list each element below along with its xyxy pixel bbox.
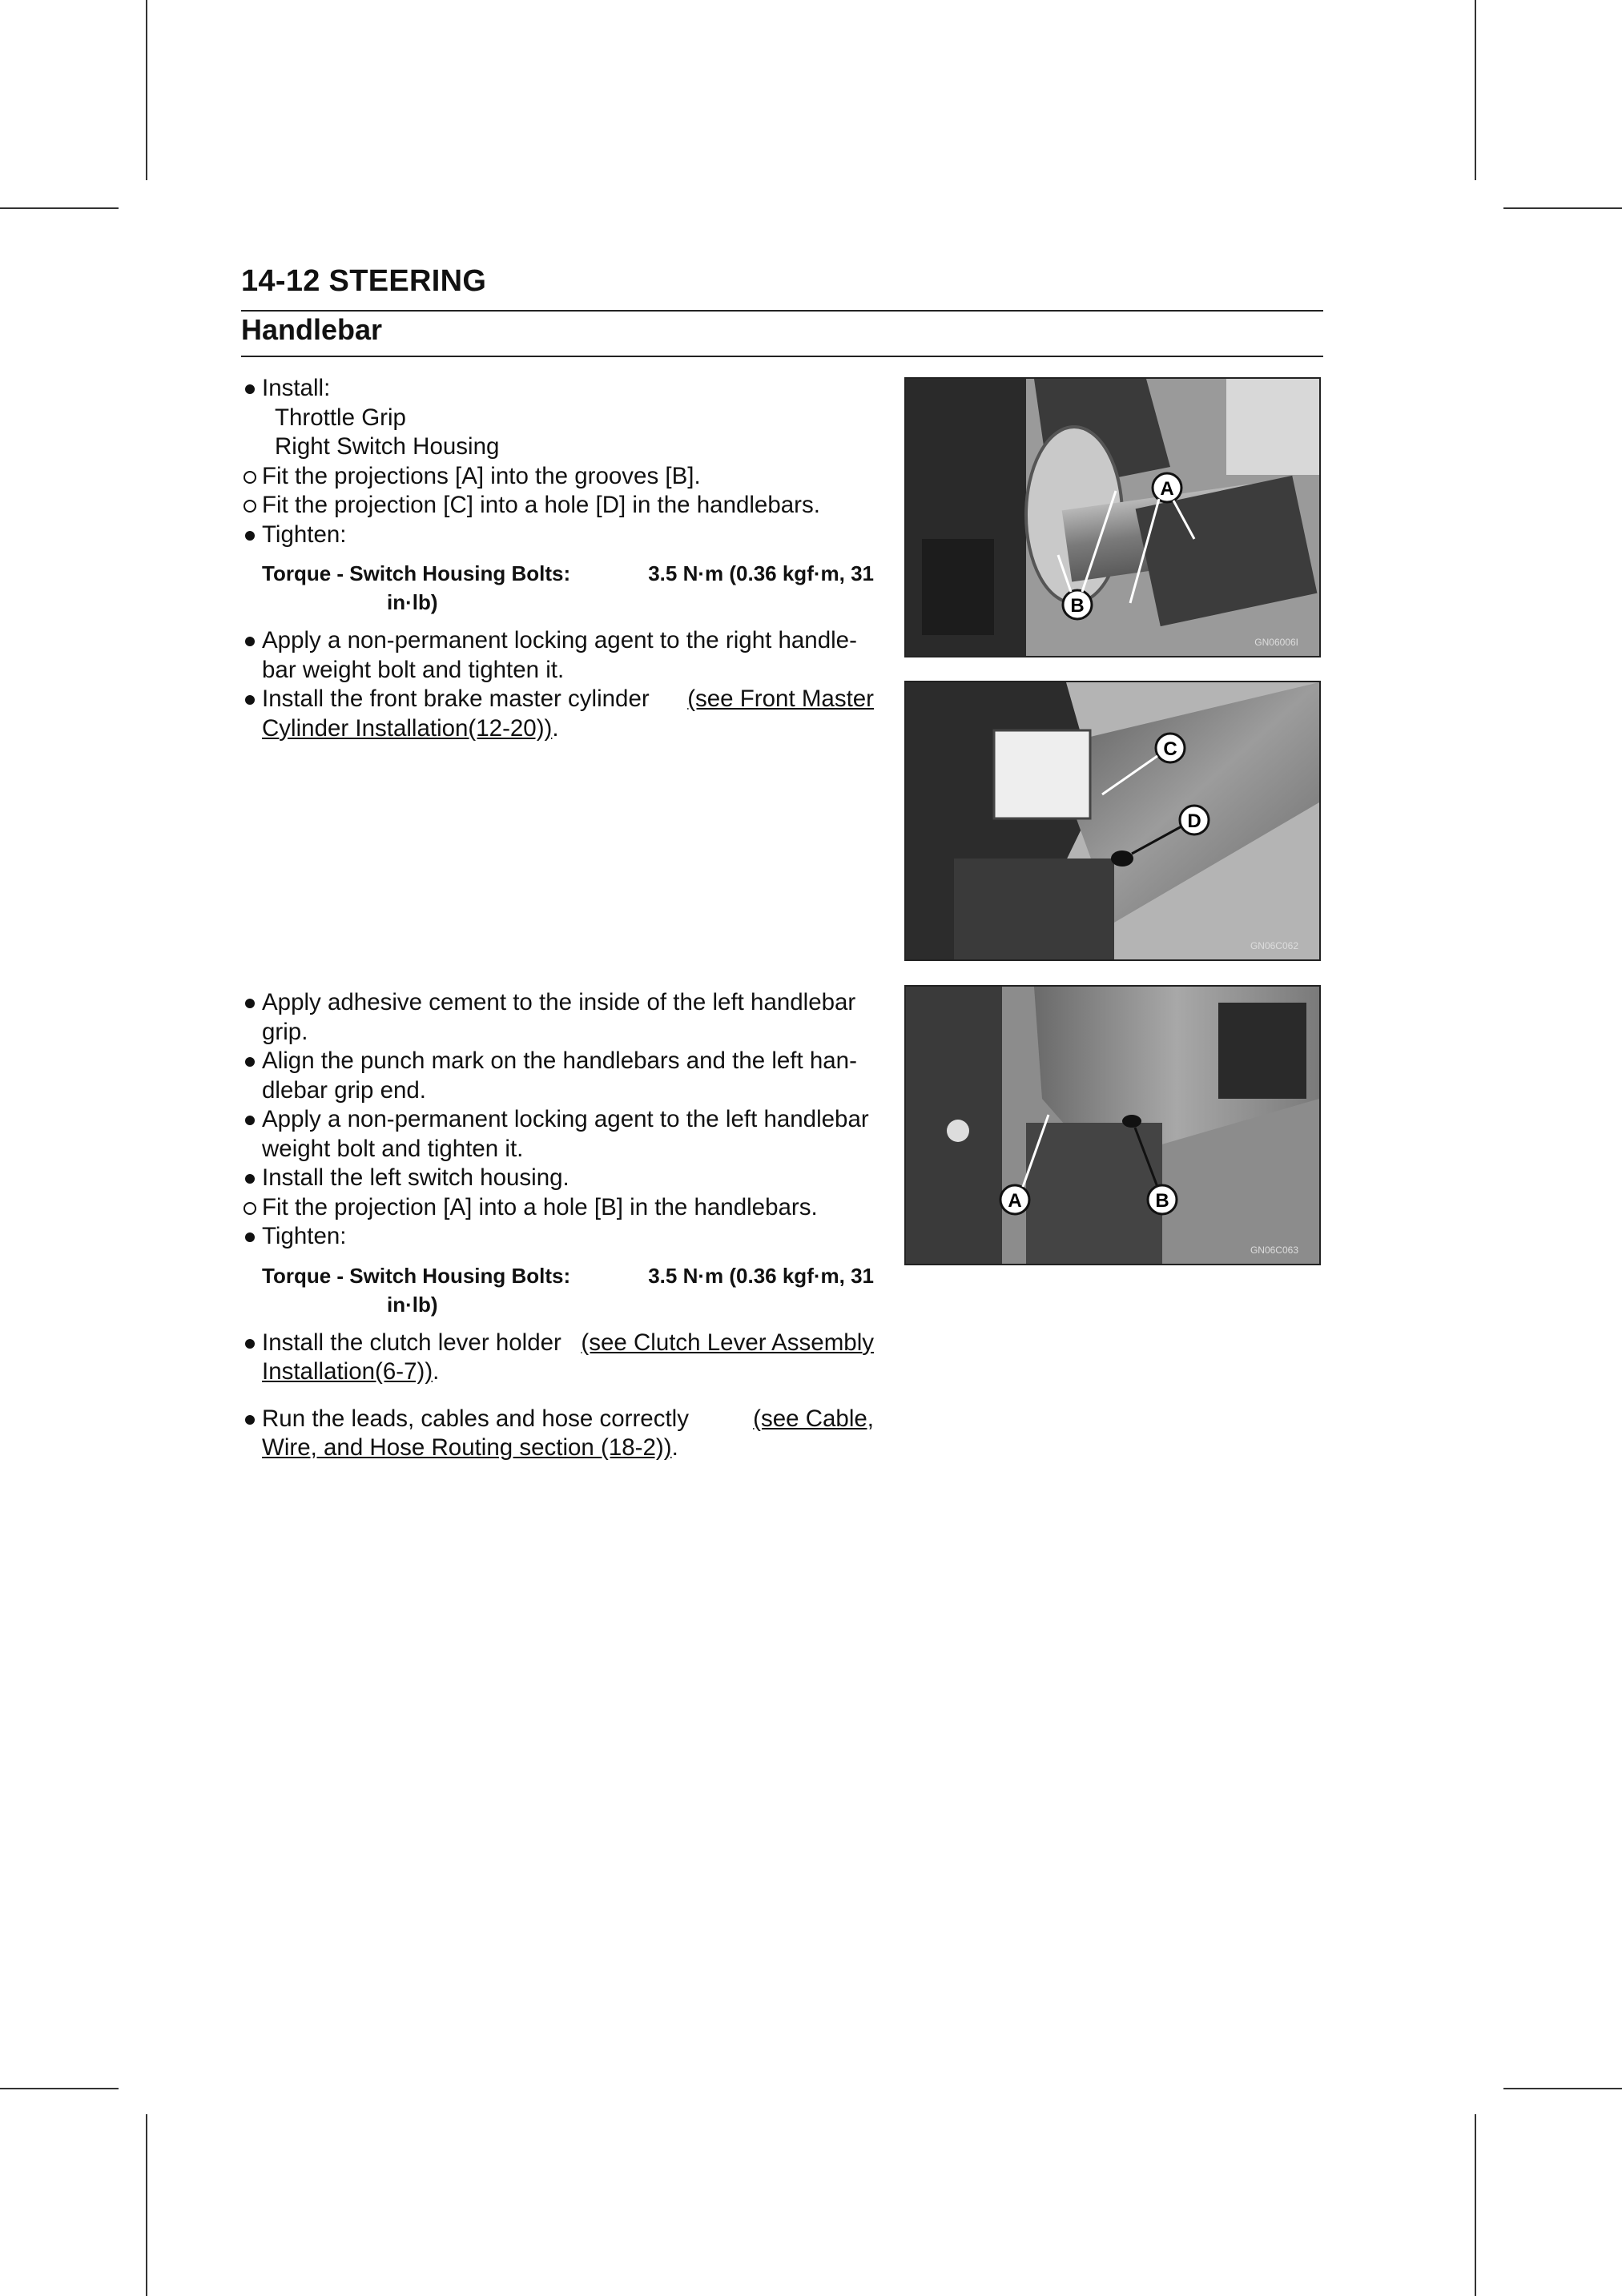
step-text: Align the punch mark on the handlebars and the left han- <box>262 1047 857 1074</box>
figure-projection-hole <box>904 681 1321 961</box>
period: . <box>552 714 559 742</box>
install-item: Right Switch Housing <box>275 433 500 460</box>
figure-right-switch-housing <box>904 377 1321 657</box>
figure-code: GN06C063 <box>1250 1245 1298 1256</box>
step-text: Fit the projections [A] into the grooves [B]. <box>262 462 701 489</box>
torque-spec <box>262 1261 874 1319</box>
routing-link[interactable]: (see Cable, <box>753 1405 874 1432</box>
step-locking-agent-left <box>241 1105 874 1164</box>
section-heading: Handlebar <box>241 313 383 346</box>
step-text: Apply a non-permanent locking agent to the left handlebar <box>262 1106 869 1132</box>
crop-mark <box>146 2114 147 2296</box>
step-text: weight bolt and tighten it. <box>262 1135 524 1162</box>
master-cylinder-link[interactable]: (see Front Master <box>687 686 874 712</box>
crop-mark <box>0 207 119 209</box>
photo-illustration <box>906 379 1319 656</box>
photo-illustration <box>906 682 1319 959</box>
crop-mark <box>146 0 147 180</box>
master-cylinder-link[interactable]: Cylinder Installation(12-20)) <box>262 714 553 742</box>
step-locking-agent <box>241 626 874 685</box>
install-item: Throttle Grip <box>275 404 406 431</box>
step-text: dlebar grip end. <box>262 1076 427 1104</box>
substep-fit-projections <box>241 462 874 492</box>
instructions-block-2 <box>241 988 874 1463</box>
crop-mark <box>0 2088 119 2089</box>
torque-value: 3.5 N·m (0.36 kgf·m, 31 <box>648 1263 874 1288</box>
photo-illustration <box>906 987 1319 1264</box>
clutch-lever-link[interactable]: (see Clutch Lever Assembly <box>581 1329 874 1356</box>
crop-mark <box>1503 207 1622 209</box>
torque-label: Torque - Switch Housing Bolts: <box>262 1263 571 1288</box>
step-clutch-holder <box>241 1329 874 1387</box>
torque-value-cont: in·lb) <box>387 590 438 614</box>
step-text: Run the leads, cables and hose correctly <box>262 1405 689 1432</box>
figure-code: GN06006I <box>1254 637 1298 648</box>
step-text: grip. <box>262 1018 308 1045</box>
step-install <box>241 374 874 404</box>
callout-label: C <box>1163 738 1177 760</box>
step-routing <box>241 1405 874 1463</box>
substep-fit-projection <box>241 491 874 521</box>
instructions-block-1 <box>241 374 874 743</box>
step-tighten-left <box>241 1222 874 1252</box>
routing-link[interactable]: Wire, and Hose Routing section (18-2)) <box>262 1434 672 1461</box>
step-left-switch <box>241 1164 874 1193</box>
step-text: Fit the projection [A] into a hole [B] in the handlebars. <box>262 1193 818 1220</box>
figure-left-switch-housing <box>904 985 1321 1265</box>
step-tighten <box>241 521 874 550</box>
crop-mark <box>1475 0 1476 180</box>
callout-label: B <box>1155 1190 1169 1212</box>
callout-label: B <box>1070 595 1085 617</box>
step-master-cylinder <box>241 685 874 743</box>
figure-code: GN06C062 <box>1250 940 1298 951</box>
chapter-heading: 14-12 STEERING <box>241 264 487 298</box>
step-text: Apply adhesive cement to the inside of the left handlebar <box>262 989 856 1015</box>
crop-mark <box>1503 2088 1622 2089</box>
period: . <box>671 1434 678 1461</box>
step-text: Apply a non-permanent locking agent to the right handle- <box>262 627 857 653</box>
step-text: bar weight bolt and tighten it. <box>262 656 565 683</box>
crop-mark <box>1475 2114 1476 2296</box>
torque-label: Torque - Switch Housing Bolts: <box>262 561 571 585</box>
section-rule <box>241 356 1323 357</box>
callout-label: A <box>1008 1190 1022 1212</box>
torque-spec <box>262 559 874 617</box>
period: . <box>433 1358 440 1385</box>
substep-fit-projection-left <box>241 1193 874 1223</box>
step-text: Install: <box>262 375 331 401</box>
clutch-lever-link[interactable]: Installation(6-7)) <box>262 1358 433 1385</box>
step-text: Install the front brake master cylinder <box>262 686 650 712</box>
header-rule <box>241 310 1323 312</box>
step-text: Install the clutch lever holder <box>262 1329 561 1356</box>
step-text: Install the left switch housing. <box>262 1164 570 1191</box>
torque-value-cont: in·lb) <box>387 1292 438 1317</box>
step-text: Fit the projection [C] into a hole [D] in the handlebars. <box>262 492 820 518</box>
callout-label: A <box>1160 478 1174 500</box>
torque-value: 3.5 N·m (0.36 kgf·m, 31 <box>648 561 874 585</box>
callout-label: D <box>1187 810 1201 832</box>
step-text: Tighten: <box>262 521 347 548</box>
step-text: Tighten: <box>262 1223 347 1249</box>
step-punch-mark <box>241 1047 874 1105</box>
step-adhesive <box>241 988 874 1047</box>
